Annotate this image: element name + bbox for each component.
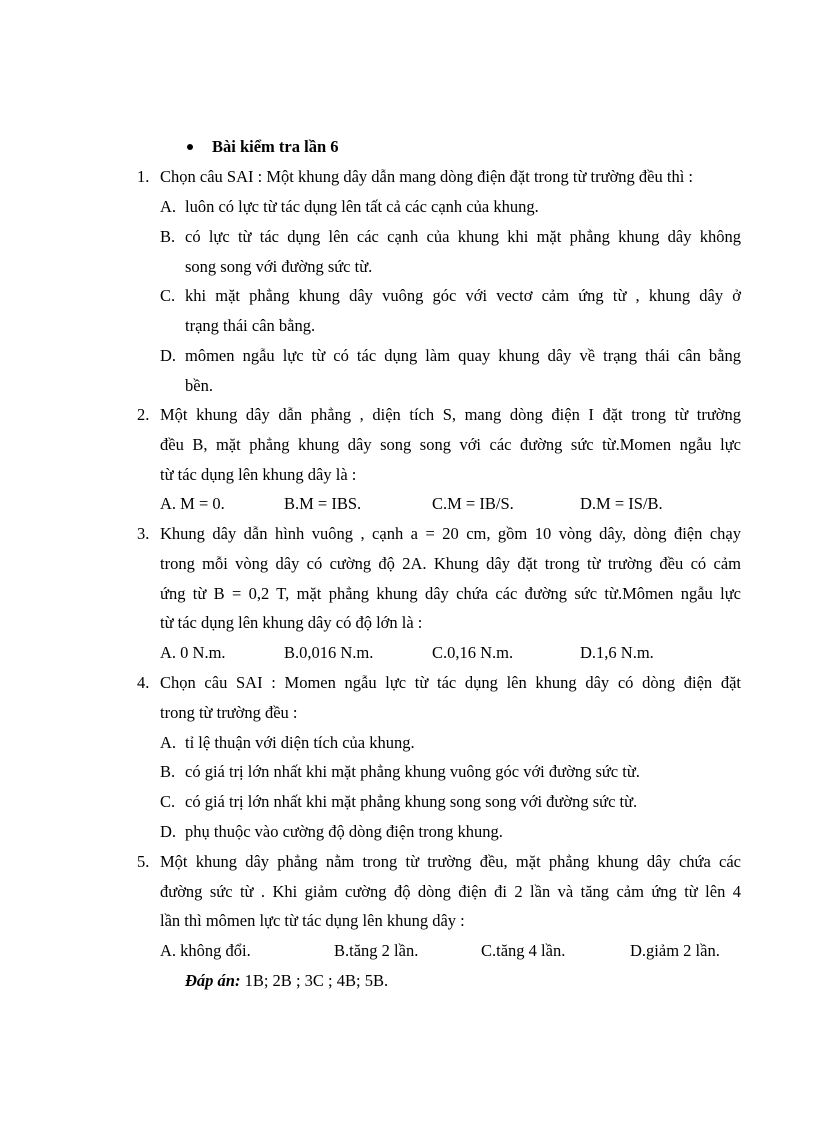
option-text: có giá trị lớn nhất khi mặt phẳng khung song song với đường sức từ. xyxy=(185,792,638,811)
option-text-continued: song song với đường sức từ. xyxy=(185,257,373,276)
option-label: C. xyxy=(160,286,176,305)
inline-option: B.M = IBS. xyxy=(284,494,362,513)
option-label: D. xyxy=(160,822,177,841)
question-text: Khung dây dẫn hình vuông , cạnh a = 20 cm, gồm 10 vòng dây, dòng điện chạy xyxy=(160,524,741,543)
option-label: B. xyxy=(160,227,176,246)
question-number: 2. xyxy=(137,405,150,424)
question-text: từ tác dụng lên khung dây có độ lớn là : xyxy=(160,613,423,632)
answer-key-text: 1B; 2B ; 3C ; 4B; 5B. xyxy=(240,971,389,990)
option-label: D. xyxy=(160,346,177,365)
question-text: ứng từ B = 0,2 T, mặt phẳng khung dây chứa các đường sức từ.Mômen ngẫu lực xyxy=(160,584,741,603)
inline-option: D.M = IS/B. xyxy=(580,494,663,513)
option-text: phụ thuộc vào cường độ dòng điện trong khung. xyxy=(185,822,503,841)
question-text: trong mỗi vòng dây có cường độ 2A. Khung dây đặt trong từ trường đều có cảm xyxy=(160,554,741,573)
question-number: 5. xyxy=(137,852,150,871)
question-text: đều B, mặt phẳng khung dây song song với các đường sức từ.Momen ngẫu lực xyxy=(160,435,741,454)
option-text: khi mặt phẳng khung dây vuông góc với vectơ cảm ứng từ , khung dây ở xyxy=(185,286,741,305)
question-text: Một khung dây dẫn phẳng , diện tích S, mang dòng điện I đặt trong từ trường xyxy=(160,405,741,424)
option-label: B. xyxy=(160,762,176,781)
heading-bullet-icon xyxy=(187,144,193,150)
inline-option: B.0,016 N.m. xyxy=(284,643,374,662)
question-text: Chọn câu SAI : Momen ngẫu lực từ tác dụng lên khung dây có dòng điện đặt xyxy=(160,673,741,692)
option-text-continued: bền. xyxy=(185,376,213,395)
inline-option: D.giảm 2 lần. xyxy=(630,941,720,960)
inline-option: C.tăng 4 lần. xyxy=(481,941,566,960)
inline-option: A. 0 N.m. xyxy=(160,643,226,662)
question-text: từ tác dụng lên khung dây là : xyxy=(160,465,357,484)
option-text: mômen ngẫu lực từ có tác dụng làm quay khung dây về trạng thái cân bằng xyxy=(185,346,741,365)
question-text: đường sức từ . Khi giảm cường độ dòng điện đi 2 lần và tăng cảm ứng từ lên 4 xyxy=(160,882,741,901)
option-text: luôn có lực từ tác dụng lên tất cả các cạnh của khung. xyxy=(185,197,539,216)
option-label: A. xyxy=(160,733,177,752)
question-number: 3. xyxy=(137,524,150,543)
inline-option: B.tăng 2 lần. xyxy=(334,941,419,960)
page-heading: Bài kiểm tra lần 6 xyxy=(212,137,339,156)
inline-option: C.0,16 N.m. xyxy=(432,643,514,662)
option-label: C. xyxy=(160,792,176,811)
inline-option: C.M = IB/S. xyxy=(432,494,514,513)
option-text: tỉ lệ thuận với diện tích của khung. xyxy=(185,733,415,752)
answer-key xyxy=(185,971,388,991)
option-label: A. xyxy=(160,197,177,216)
inline-option: D.1,6 N.m. xyxy=(580,643,654,662)
option-text: có giá trị lớn nhất khi mặt phẳng khung vuông góc với đường sức từ. xyxy=(185,762,640,781)
question-text: Một khung dây phẳng nằm trong từ trường đều, mặt phẳng khung dây chứa các xyxy=(160,852,741,871)
question-text: Chọn câu SAI : Một khung dây dẫn mang dòng điện đặt trong từ trường đều thì : xyxy=(160,167,694,186)
option-text: có lực từ tác dụng lên các cạnh của khung khi mặt phẳng khung dây không xyxy=(185,227,741,246)
answer-key-label: Đáp án: xyxy=(185,971,241,990)
question-number: 1. xyxy=(137,167,150,186)
inline-option: A. không đổi. xyxy=(160,941,251,960)
question-number: 4. xyxy=(137,673,150,692)
question-text: lần thì mômen lực từ tác dụng lên khung dây : xyxy=(160,911,465,930)
option-text-continued: trạng thái cân bằng. xyxy=(185,316,316,335)
inline-option: A. M = 0. xyxy=(160,494,225,513)
question-text: trong từ trường đều : xyxy=(160,703,298,722)
